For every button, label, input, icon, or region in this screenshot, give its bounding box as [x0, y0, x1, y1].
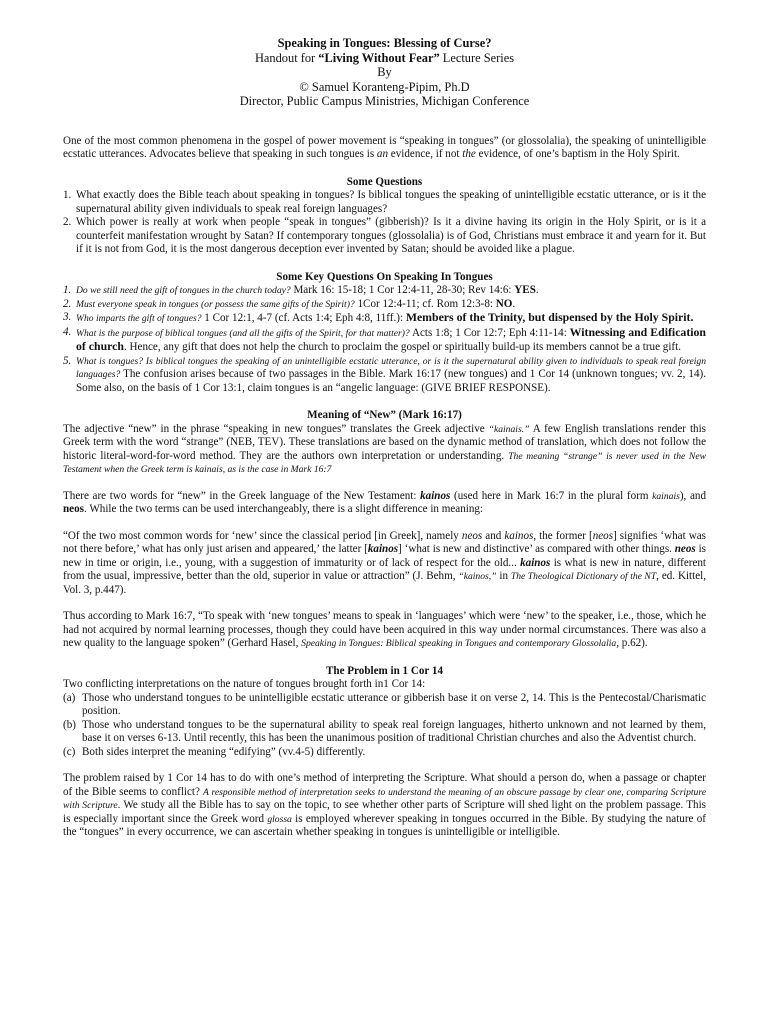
hasel-quote-paragraph: Thus according to Mark 16:7, “To speak with ‘new tongues’ means to speak in ‘languages’ which were ‘new’ to the speaker, i.e., those, which he had not acquired by normal learning processes, though they could have been acquired in this way under normal circumstances. There was also a new quality to the language spoken” (Gerhard Hasel, Speaking in Tongues: Biblical speaking in Tongues and contemporary Glossolalia, p.62). — [63, 610, 706, 650]
list-item: 5. What is tongues? Is biblical tongues the speaking of an unintelligible ecstatic utterance, or is it the supernatural ability given to individuals to speak real foreign languages? The confusion arises because of two passages in the Bible. Mark 16:17 (new tongues) and 1 Cor 14 (unknown tongues; vv. 2, 14). Some also, on the basis of 1 Cor 13:1, claim tongues is an “angelic language: (GIVE BRIEF RESPONSE). — [63, 354, 706, 394]
list-item: (c) Both sides interpret the meaning “edifying” (vv.4-5) differently. — [63, 745, 366, 758]
author-line: © Samuel Koranteng-Pipim, Ph.D — [299, 79, 470, 94]
list-item: 2. Must everyone speak in tongues (or possess the same gifts of the Spirit)? 1Cor 12:4-11; cf. Rom 12:3-8: NO. — [63, 297, 516, 310]
by-line: By — [377, 65, 392, 80]
document-title: Speaking in Tongues: Blessing of Curse? — [277, 36, 492, 50]
problem-intro: Two conflicting interpretations on the nature of tongues brought forth in1 Cor 14: — [63, 678, 426, 691]
problem-list — [63, 692, 706, 760]
lecture-series-line: Handout for “Living Without Fear” Lecture Series — [254, 50, 515, 65]
some-questions-list — [63, 189, 706, 257]
problem-heading: The Problem in 1 Cor 14 — [326, 664, 443, 677]
behm-quote-paragraph: “Of the two most common words for ‘new’ since the classical period [in Greek], namely neos and kainos, the former [neos] signifies ‘what was not there before,’ what has only just arisen and appeared,’ the latter [kainos] ‘what is new and distinctive’ as compared with other things. neos is new in time or origin, i.e., young, with a suggestion of immaturity or of lack of respect for the old... kainos is what is new in nature, different from the usual, impressive, better than the old, superior in value or attraction” (J. Behm, “kainos,” in The Theological Dictionary of the NT, ed. Kittel, Vol. 3, p.447). — [63, 529, 706, 596]
meaning-new-paragraph-2: There are two words for “new” in the Greek language of the New Testament: kainos (used here in Mark 16:7 in the plural form kainais), and neos. While the two terms can be used interchangeably, there is a slight difference in meaning: — [63, 489, 706, 516]
role-line: Director, Public Campus Ministries, Michigan Conference — [239, 94, 530, 109]
list-item: 2. Which power is really at work when people “speak in tongues” (gibberish)? Is it a divine having its origin in the Holy Spirit, or is it a counterfeit manifestation wrought by Satan? If contemporary tongues (glossolalia) is of God, Christians must embrace it and yearn for it. But if it is not from God, it is the most dangerous deception ever invented by Satan; should be avoided like a plague. — [63, 216, 706, 256]
list-item: (b) Those who understand tongues to be the supernatural ability to speak real foreign languages, hitherto unknown and not learned by them, base it on verses 6-13. Until recently, this has been the unanimous position of traditional Christian churches and also the Adventist church. — [63, 718, 706, 745]
meaning-new-paragraph-1: The adjective “new” in the phrase “speaking in new tongues” translates the Greek adjective “kainais.” A few English translations render this Greek term with the word “strange” (NEB, TEV). These translations are based on the dynamic method of translation, which does not follow the historic literal-word-for-word method. They are the authors own interpretation or understanding. The meaning “strange” is never used in the New Testament when the Greek term is kainais, as is the case in Mark 16:7 — [63, 422, 706, 476]
document-header — [63, 36, 706, 109]
list-item: (a) Those who understand tongues to be unintelligible ecstatic utterance or gibberish base it on verse 2, 14. This is the Pentecostal/Charismatic position. — [63, 691, 706, 718]
some-questions-heading: Some Questions — [346, 175, 423, 188]
list-item: 3. Who imparts the gift of tongues? 1 Cor 12:1, 4-7 (cf. Acts 1:4; Eph 4:8, 11ff.): Members of the Trinity, but dispensed by the Holy Spirit. — [63, 310, 694, 325]
key-questions-heading: Some Key Questions On Speaking In Tongues — [276, 270, 493, 283]
list-item: 1. Do we still need the gift of tongues in the church today? Mark 16: 15-18; 1 Cor 12:4-11, 28-30; Rev 14:6: YES. — [63, 284, 539, 297]
list-item: 1. What exactly does the Bible teach about speaking in tongues? Is biblical tongues the speaking of unintelligible ecstatic utterance, or is it the supernatural ability given individuals to speak real foreign languages? — [63, 189, 706, 215]
meaning-new-heading: Meaning of “New” (Mark 16:17) — [307, 409, 462, 422]
intro-paragraph: One of the most common phenomena in the gospel of power movement is “speaking in tongues” (or glossolalia), the speaking of unintelligible ecstatic utterances. Advocates believe that speaking in such tongues is an evidence, if not the evidence, of one’s baptism in the Holy Spirit. — [63, 134, 706, 161]
list-item: 4. What is the purpose of biblical tongues (and all the gifts of the Spirit, for that matter)? Acts 1:8; 1 Cor 12:7; Eph 4:11-14: Witnessing and Edification of church. Hence, any gift that does not help the church to proclaim the gospel or spiritually build-up its members cannot be a true gift. — [63, 324, 706, 354]
key-questions-list — [63, 284, 706, 395]
interpretation-paragraph: The problem raised by 1 Cor 14 has to do with one’s method of interpreting the Scripture. What should a person do, when a passage or chapter of the Bible seems to conflict? A responsible method of interpretation seeks to understand the meaning of an obscure passage by clear one, comparing Scripture with Scripture. We study all the Bible has to say on the topic, to see whether other parts of Scripture will shed light on the problem passage. This is especially important since the Greek word glossa is employed wherever speaking in tongues occurred in the Bible. By studying the nature of the “tongues” in every occurrence, we can ascertain whether speaking in tongues is unintelligible or intelligible. — [63, 772, 706, 839]
